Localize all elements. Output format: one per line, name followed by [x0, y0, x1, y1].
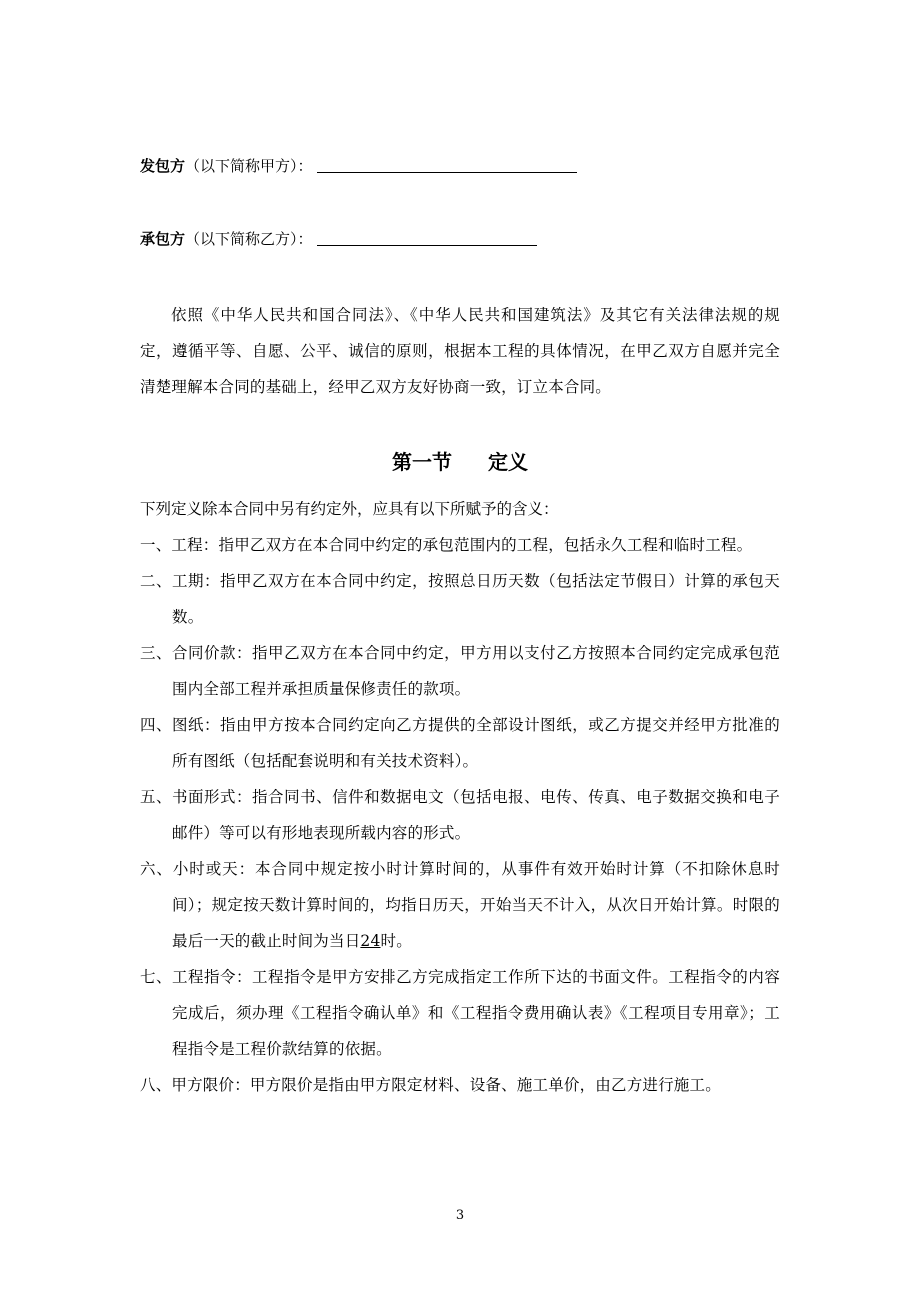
contractor-line: [140, 229, 537, 249]
definition-item: 三、合同价款：指甲乙双方在本合同中约定，甲方用以支付乙方按照本合同约定完成承包范围内全部工程并承担质量保修责任的款项。: [140, 644, 780, 698]
contractor-blank[interactable]: [317, 229, 537, 246]
definition-item: 一、工程：指甲乙双方在本合同中约定的承包范围内的工程，包括永久工程和临时工程。: [140, 536, 753, 554]
definition-item: 五、书面形式：指合同书、信件和数据电文（包括电报、电传、传真、电子数据交换和电子邮件）等可以有形地表现所载内容的形式。: [140, 788, 780, 842]
section-heading: [0, 447, 920, 477]
intro-paragraph: 依照《中华人民共和国合同法》、《中华人民共和国建筑法》及其它有关法律法规的规定，遵循平等、自愿、公平、诚信的原则，根据本工程的具体情况，在甲乙双方自愿并完全清楚理解本合同的基础上，经甲乙双方友好协商一致，订立本合同。: [140, 306, 780, 396]
definition-item-hours: [140, 851, 780, 959]
employer-note: （以下简称甲方）：: [185, 157, 313, 175]
definition-item: 二、工期：指甲乙双方在本合同中约定，按照总日历天数（包括法定节假日）计算的承包天数。: [140, 572, 780, 626]
definition-item: 八、甲方限价：甲方限价是指由甲方限定材料、设备、施工单价，由乙方进行施工。: [140, 1076, 721, 1094]
contractor-label: 承包方: [140, 230, 186, 248]
section-number: 第一节: [392, 450, 452, 474]
definitions-lead: 下列定义除本合同中另有约定外，应具有以下所赋予的含义：: [140, 500, 559, 518]
item6-end: 时。: [380, 932, 412, 950]
contractor-note: （以下简称乙方）：: [185, 230, 313, 248]
item6-text: 六、小时或天：本合同中规定按小时计算时间的，从事件有效开始时计算（不扣除休息时间）；规定按天数计算时间的，均指日历天，开始当天不计入，从次日开始计算。时限的最后一天的截止时间为当日: [140, 860, 780, 950]
definitions-list: [140, 491, 780, 1103]
item6-hour: 24: [360, 932, 381, 950]
definition-item: 四、图纸：指由甲方按本合同约定向乙方提供的全部设计图纸，或乙方提交并经甲方批准的所有图纸（包括配套说明和有关技术资料）。: [140, 716, 780, 770]
page-number: 3: [455, 1208, 465, 1223]
employer-line: [140, 156, 577, 176]
section-title: 定义: [488, 450, 528, 474]
employer-blank[interactable]: [317, 156, 577, 173]
definition-item: 七、工程指令：工程指令是甲方安排乙方完成指定工作所下达的书面文件。工程指令的内容完成后，须办理《工程指令确认单》和《工程指令费用确认表》《工程项目专用章》；工程指令是工程价款结算的依据。: [140, 968, 780, 1058]
employer-label: 发包方: [140, 157, 186, 175]
